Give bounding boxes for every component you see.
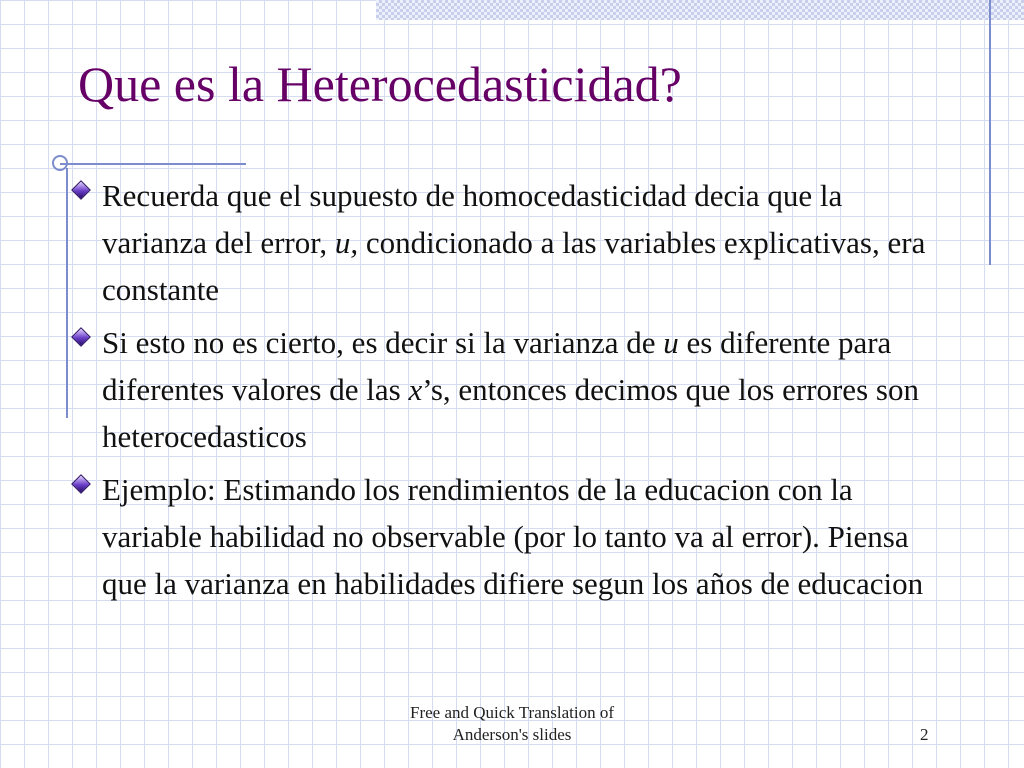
bullet-text: Recuerda que el supuesto de homocedasticidad decia que la varianza del error, [102, 178, 843, 260]
bullet-text: ’s, entonces decimos que los errores son heterocedasticos [102, 372, 919, 454]
bullet-text-italic: x [408, 372, 423, 407]
bullet-text-italic: u, [334, 225, 359, 260]
page-number: 2 [920, 725, 929, 744]
bullet-item [74, 466, 954, 607]
bullet-text: condicionado a las variables explicativas, era constante [102, 225, 926, 307]
diamond-bullet-icon [71, 180, 91, 200]
bullet-text: es diferente para diferentes valores de las [102, 325, 892, 407]
decorative-horizontal-line [60, 163, 246, 165]
footer-line-2: Anderson's slides [452, 725, 572, 744]
diamond-bullet-icon [71, 474, 91, 494]
bullet-item [74, 172, 954, 313]
header-pattern-band [376, 0, 1024, 20]
bullet-text: Ejemplo: Estimando los rendimientos de la educacion con la variable habilidad no observable (por lo tanto va al error). Piensa que la varianza en habilidades difiere segun los años de educacion [102, 472, 924, 601]
decorative-vertical-line-left [66, 168, 68, 418]
slide-title: Que es la Heterocedasticidad? [78, 56, 682, 112]
bullet-text-italic: u [663, 325, 679, 360]
bullet-item [74, 319, 954, 460]
bullet-text: Si esto no es cierto, es decir si la varianza de [102, 325, 664, 360]
footer-line-1: Free and Quick Translation of [410, 703, 614, 722]
decorative-vertical-line-right [989, 0, 991, 265]
diamond-bullet-icon [71, 327, 91, 347]
bullet-list [74, 172, 954, 613]
corner-ornament-icon [52, 155, 68, 171]
footer-caption [372, 702, 652, 746]
